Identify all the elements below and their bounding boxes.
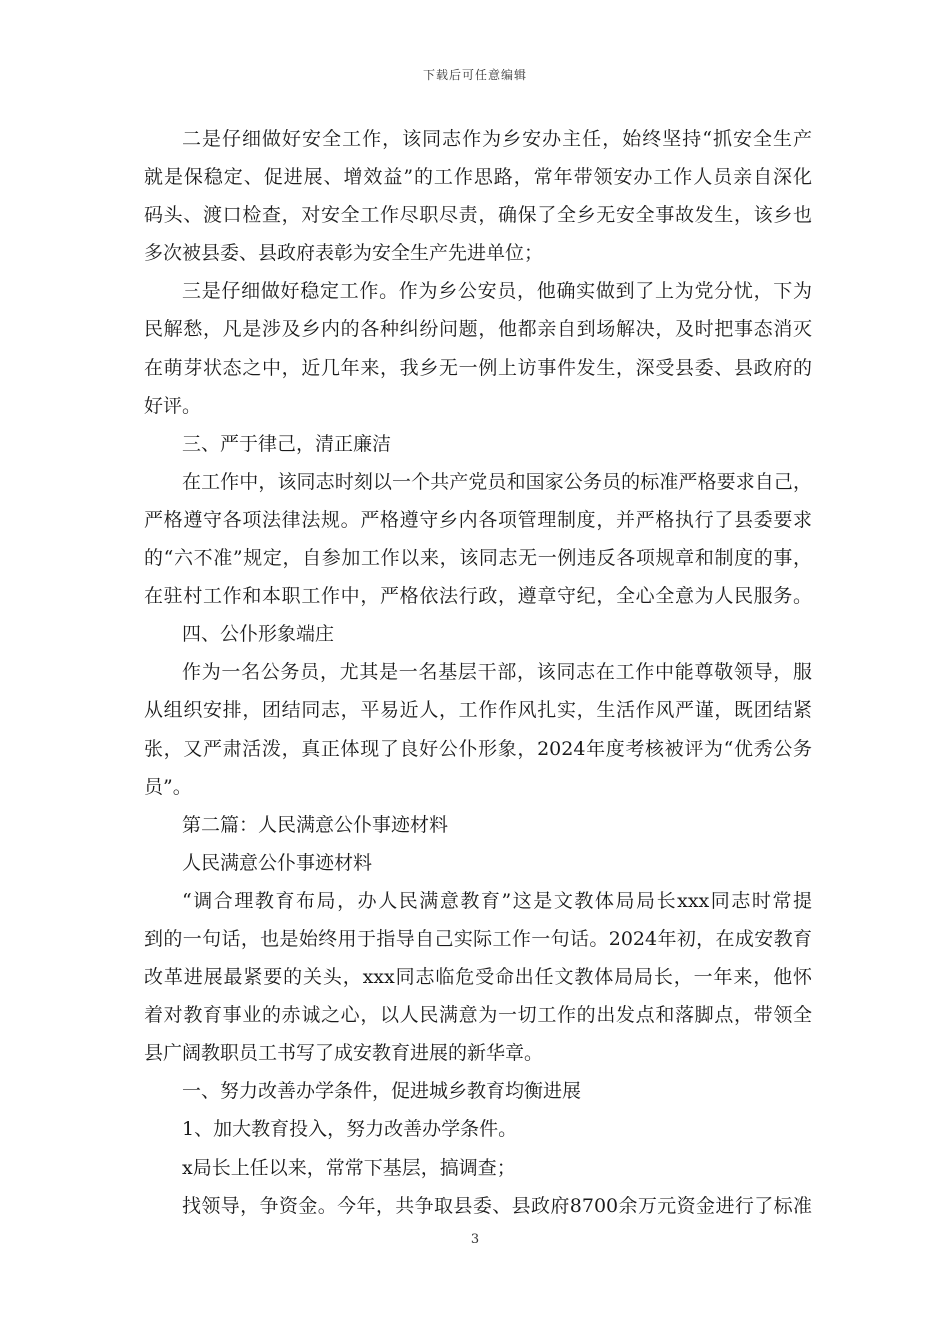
text-line: 严格遵守各项法律法规。严格遵守乡内各项管理制度，并严格执行了县委要求: [144, 508, 812, 531]
text-line: 码头、渡口检查，对安全工作尽职尽责，确保了全乡无安全事故发生，该乡也: [144, 204, 812, 227]
text-line: 二是仔细做好安全工作，该同志作为乡安办主任，始终坚持“抓安全生产: [182, 128, 812, 150]
text-line: 第二篇：人民满意公仆事迹材料: [182, 813, 449, 836]
text-line: 在工作中，该同志时刻以一个共产党员和国家公务员的标准严格要求自己，: [182, 470, 812, 493]
text-line: 1、加大教育投入，努力改善办学条件。: [182, 1118, 518, 1141]
text-line: 一、努力改善办学条件，促进城乡教育均衡进展: [182, 1080, 582, 1103]
text-line: “调合理教育布局，办人民满意教育”这是文教体局局长xxx同志时常提: [182, 889, 812, 912]
text-line: 着对教育事业的赤诚之心，以人民满意为一切工作的出发点和落脚点，带领全: [144, 1004, 812, 1027]
text-line: 人民满意公仆事迹材料: [182, 851, 373, 874]
text-line: 四、公仆形象端庄: [182, 623, 335, 646]
text-line: 好评。: [144, 394, 202, 417]
text-line: 员”。: [144, 775, 192, 798]
text-line: 三、严于律己，清正廉洁: [182, 432, 392, 455]
document-body: [144, 120, 812, 1225]
text-line: 民解愁，凡是涉及乡内的各种纠纷问题，他都亲自到场解决，及时把事态消灭: [144, 318, 812, 341]
text-line: 作为一名公务员，尤其是一名基层干部，该同志在工作中能尊敬领导，服: [182, 661, 812, 684]
text-line: 找领导，争资金。今年，共争取县委、县政府8700余万元资金进行了标准: [182, 1194, 812, 1217]
text-line: 县广阔教职员工书写了成安教育进展的新华章。: [144, 1042, 544, 1065]
text-line: 改革进展最紧要的关头，xxx同志临危受命出任文教体局局长，一年来，他怀: [144, 966, 812, 989]
text-line: 张，又严肃活泼，真正体现了良好公仆形象，2024年度考核被评为“优秀公务: [144, 737, 812, 760]
text-line: 三是仔细做好稳定工作。作为乡公安员，他确实做到了上为党分忧，下为: [182, 280, 812, 303]
text-line: 在萌芽状态之中，近几年来，我乡无一例上访事件发生，深受县委、县政府的: [144, 356, 812, 379]
text-line: 从组织安排，团结同志，平易近人，工作作风扎实，生活作风严谨，既团结紧: [144, 699, 812, 722]
text-line: 到的一句话，也是始终用于指导自己实际工作一句话。2024年初，在成安教育: [144, 927, 812, 950]
text-line: 的“六不准”规定，自参加工作以来，该同志无一例违反各项规章和制度的事，: [144, 547, 812, 570]
page-header: 下载后可任意编辑: [422, 68, 527, 82]
text-line: 多次被县委、县政府表彰为安全生产先进单位；: [144, 242, 544, 265]
text-line: 就是保稳定、促进展、增效益”的工作思路，常年带领安办工作人员亲自深化: [144, 166, 812, 189]
text-line: x局长上任以来，常常下基层，搞调查；: [182, 1156, 516, 1179]
text-line: 在驻村工作和本职工作中，严格依法行政，遵章守纪，全心全意为人民服务。: [144, 585, 812, 608]
page-number: 3: [470, 1232, 480, 1247]
